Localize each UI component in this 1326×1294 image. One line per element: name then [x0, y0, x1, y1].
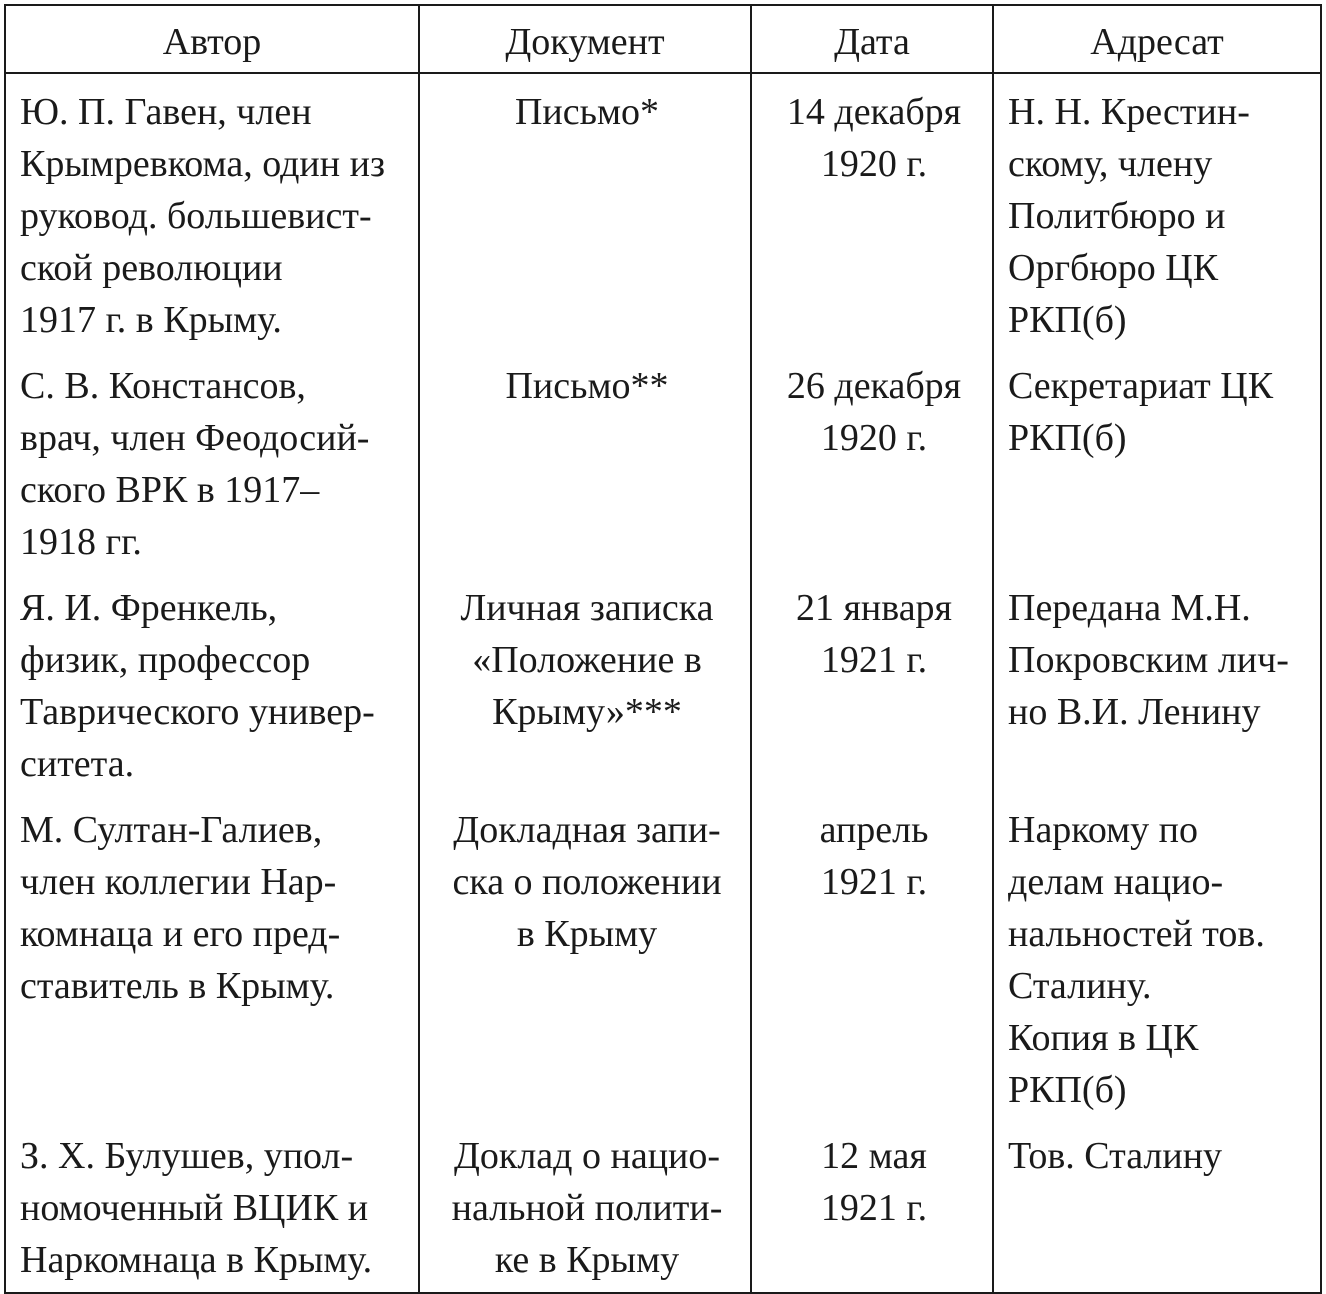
cell-recipient [993, 1122, 1321, 1293]
cell-text-line: скому, члену [1008, 143, 1213, 185]
cell-text-line: Ю. П. Гавен, член [20, 91, 312, 133]
cell-text-line: нальностей тов. [1008, 913, 1265, 955]
cell-text-line: Оргбюро ЦК [1008, 247, 1219, 289]
cell-date [751, 574, 993, 796]
cell-text-line: Н. Н. Крестин- [1008, 91, 1250, 133]
cell-text-line: делам нацио- [1008, 861, 1224, 903]
cell-text-line: Крымревкома, один из [20, 143, 385, 185]
cell-text-line: ке в Крыму [494, 1239, 680, 1281]
cell-document [419, 352, 751, 574]
cell-text-line: «Положение в [472, 639, 702, 681]
cell-author [5, 574, 419, 796]
cell-text-line: комнаца и его пред- [20, 913, 341, 955]
cell-text-line: номоченный ВЦИК и [20, 1187, 369, 1229]
header-date: Дата [751, 5, 993, 73]
cell-text-line: в Крыму [516, 913, 658, 955]
cell-recipient [993, 574, 1321, 796]
table-row [5, 796, 1321, 1122]
cell-text-line: ставитель в Крыму. [20, 965, 335, 1007]
table-row [5, 574, 1321, 796]
cell-text-line: 1918 гг. [20, 521, 142, 563]
cell-text-line: апрель [819, 809, 929, 851]
cell-text-line: 1921 г. [820, 639, 928, 681]
cell-date [751, 796, 993, 1122]
cell-date [751, 73, 993, 352]
cell-text-line: ского ВРК в 1917– [20, 469, 320, 511]
cell-text-line: РКП(б) [1008, 417, 1127, 459]
cell-text-line: но В.И. Ленину [1008, 691, 1261, 733]
cell-text-line: нальной полити- [451, 1187, 723, 1229]
cell-text-line: 1921 г. [820, 861, 928, 903]
cell-text-line: Копия в ЦК [1008, 1017, 1199, 1059]
cell-text-line: Тов. Сталину [1008, 1135, 1223, 1177]
table-body [5, 73, 1321, 1293]
cell-text-line: 14 декабря [786, 91, 962, 133]
header-recipient: Адресат [993, 5, 1321, 73]
cell-text-line: Письмо* [514, 91, 660, 133]
cell-recipient [993, 73, 1321, 352]
cell-text-line: 1921 г. [820, 1187, 928, 1229]
cell-document [419, 1122, 751, 1293]
cell-text-line: член коллегии Нар- [20, 861, 337, 903]
cell-author [5, 796, 419, 1122]
cell-date [751, 352, 993, 574]
cell-text-line: Докладная запи- [453, 809, 721, 851]
cell-text-line: 21 января [795, 587, 953, 629]
cell-text-line: 1920 г. [820, 417, 928, 459]
cell-text-line: ска о положении [452, 861, 722, 903]
table-row [5, 73, 1321, 352]
cell-text-line: Письмо** [505, 365, 669, 407]
cell-text-line: врач, член Феодосий- [20, 417, 370, 459]
cell-document [419, 73, 751, 352]
cell-text-line: ситета. [20, 743, 135, 785]
cell-text-line: С. В. Констансов, [20, 365, 306, 407]
cell-text-line: Наркому по [1008, 809, 1198, 851]
cell-text-line: Таврического универ- [20, 691, 375, 733]
cell-text-line: М. Султан-Галиев, [20, 809, 323, 851]
cell-recipient [993, 796, 1321, 1122]
cell-document [419, 796, 751, 1122]
cell-text-line: РКП(б) [1008, 299, 1127, 341]
cell-text-line: Я. И. Френкель, [20, 587, 278, 629]
cell-text-line: Наркомнаца в Крыму. [20, 1239, 373, 1281]
table-row [5, 1122, 1321, 1293]
header-author: Автор [5, 5, 419, 73]
cell-text-line: Доклад о нацио- [453, 1135, 721, 1177]
cell-text-line: Передана М.Н. [1008, 587, 1251, 629]
cell-text-line: Политбюро и [1008, 195, 1226, 237]
cell-text-line: Покровским лич- [1008, 639, 1289, 681]
header-document: Документ [419, 5, 751, 73]
cell-text-line: Личная записка [460, 587, 714, 629]
cell-text-line: Крыму»*** [492, 691, 682, 733]
cell-author [5, 1122, 419, 1293]
cell-text-line: РКП(б) [1008, 1069, 1127, 1111]
cell-text-line: 12 мая [821, 1135, 927, 1177]
cell-recipient [993, 352, 1321, 574]
documents-table [4, 4, 1322, 1294]
cell-text-line: 26 декабря [786, 365, 962, 407]
cell-text-line: физик, профессор [20, 639, 311, 681]
cell-date [751, 1122, 993, 1293]
cell-text-line: руковод. большевист- [20, 195, 372, 237]
cell-text-line: 1920 г. [820, 143, 928, 185]
cell-text-line: 1917 г. в Крыму. [20, 299, 282, 341]
table-header-row [5, 5, 1321, 73]
cell-document [419, 574, 751, 796]
table-row [5, 352, 1321, 574]
cell-author [5, 73, 419, 352]
cell-text-line: ской революции [20, 247, 283, 289]
cell-text-line: Секретариат ЦК [1008, 365, 1274, 407]
cell-author [5, 352, 419, 574]
cell-text-line: Сталину. [1008, 965, 1152, 1007]
cell-text-line: З. Х. Булушев, упол- [20, 1135, 354, 1177]
